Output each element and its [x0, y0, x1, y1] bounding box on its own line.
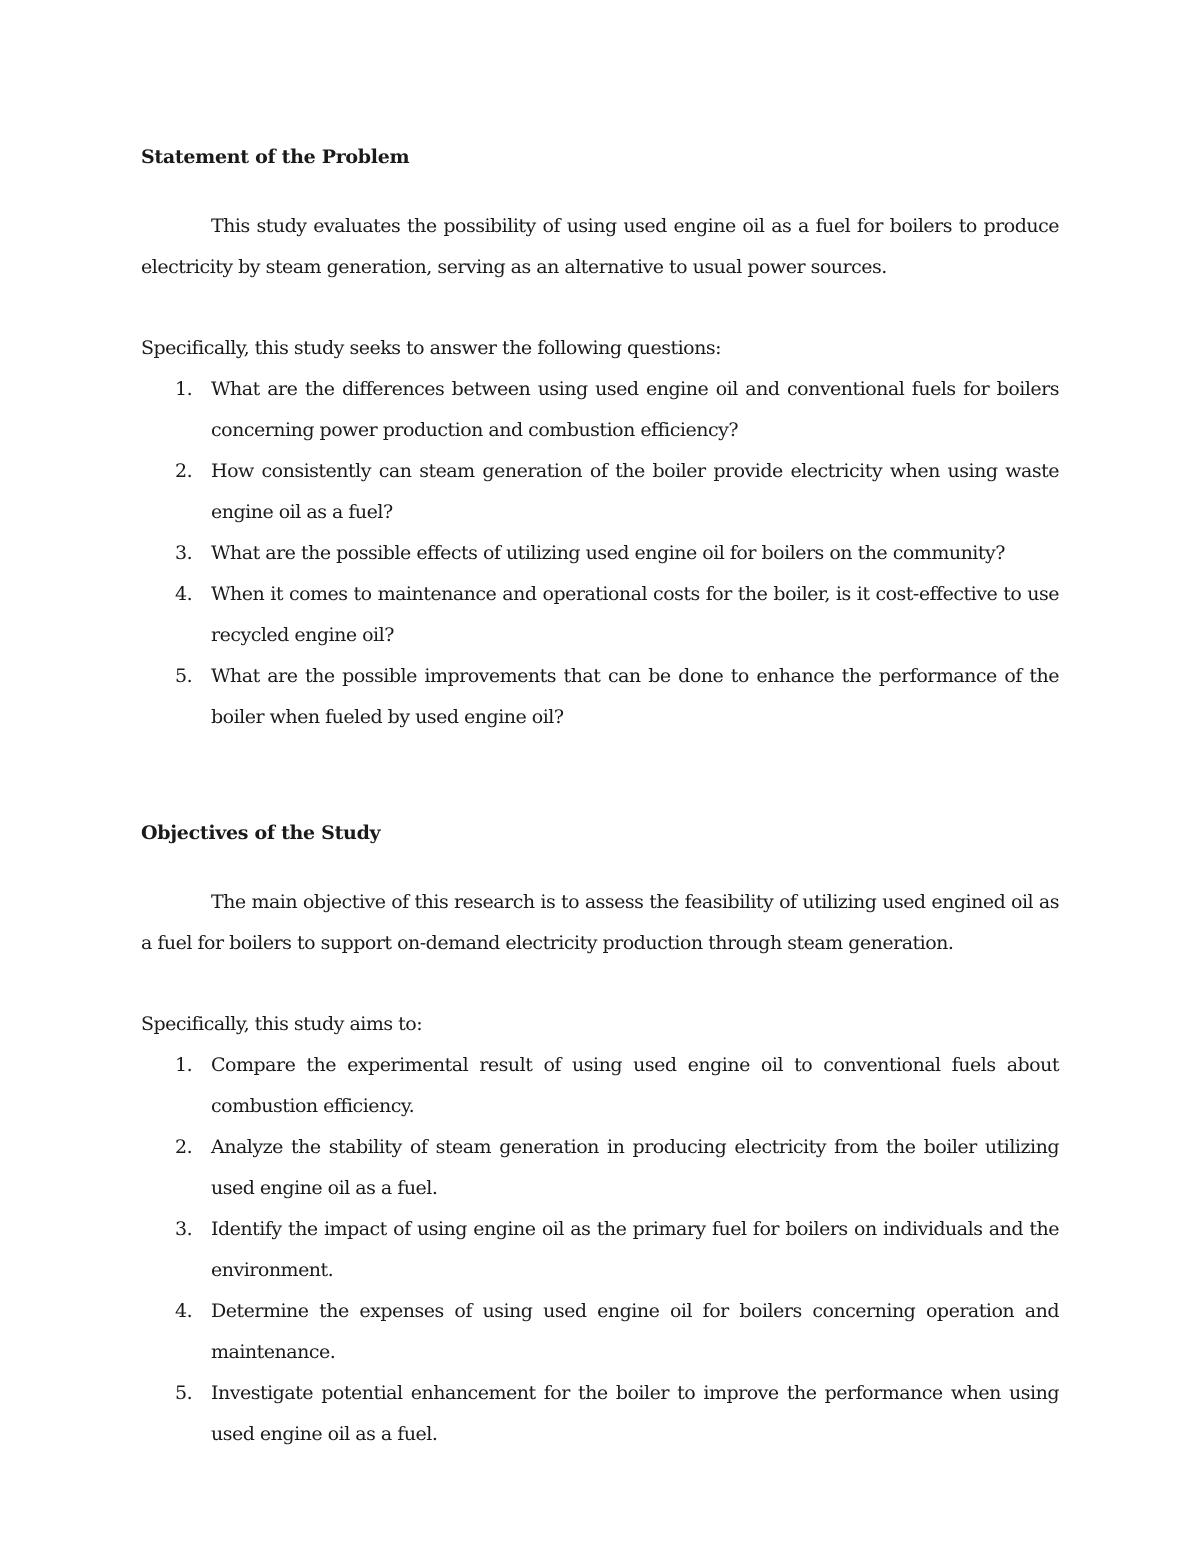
list-item-number: 4.	[175, 583, 193, 605]
list-item-number: 2.	[175, 460, 193, 482]
list-item	[141, 1209, 1059, 1291]
list-item-number: 1.	[175, 378, 193, 400]
list-item-number: 2.	[175, 1136, 193, 1158]
list-item	[141, 656, 1059, 738]
objectives-heading: Objectives of the Study	[141, 822, 381, 844]
list-item	[141, 1045, 1059, 1127]
list-item	[141, 451, 1059, 533]
list-item-text: What are the possible effects of utilizing used engine oil for boilers on the community?	[211, 542, 1005, 564]
problem-lead: Specifically, this study seeks to answer the following questions:	[141, 337, 721, 359]
list-item-text: Determine the expenses of using used engine oil for boilers concerning operation and maintenance.	[211, 1300, 1059, 1363]
list-item-number: 3.	[175, 542, 193, 564]
list-item-text: Compare the experimental result of using used engine oil to conventional fuels about combustion efficiency.	[211, 1054, 1059, 1117]
list-item-number: 4.	[175, 1300, 193, 1322]
list-item	[141, 369, 1059, 451]
list-item-number: 3.	[175, 1218, 193, 1240]
list-item-text: Analyze the stability of steam generation in producing electricity from the boiler utilizing used engine oil as a fuel.	[211, 1136, 1059, 1199]
list-item-number: 5.	[175, 1382, 193, 1404]
list-item-text: How consistently can steam generation of the boiler provide electricity when using waste engine oil as a fuel?	[211, 460, 1059, 523]
problem-question-list	[141, 369, 1059, 738]
problem-heading: Statement of the Problem	[141, 146, 410, 168]
list-item-text: What are the differences between using used engine oil and conventional fuels for boilers concerning power production and combustion efficiency?	[211, 378, 1059, 441]
list-item-text: Identify the impact of using engine oil as the primary fuel for boilers on individuals and the environment.	[211, 1218, 1059, 1281]
list-item	[141, 1127, 1059, 1209]
list-item-number: 5.	[175, 665, 193, 687]
list-item-number: 1.	[175, 1054, 193, 1076]
list-item-text: When it comes to maintenance and operational costs for the boiler, is it cost-effective to use recycled engine oil?	[211, 583, 1059, 646]
list-item	[141, 574, 1059, 656]
list-item	[141, 1291, 1059, 1373]
list-item	[141, 533, 1059, 574]
list-item-text: Investigate potential enhancement for the boiler to improve the performance when using used engine oil as a fuel.	[211, 1382, 1059, 1445]
list-item-text: What are the possible improvements that can be done to enhance the performance of the boiler when fueled by used engine oil?	[211, 665, 1059, 728]
objectives-list	[141, 1045, 1059, 1455]
list-item	[141, 1373, 1059, 1455]
objectives-lead: Specifically, this study aims to:	[141, 1013, 423, 1035]
objectives-intro: The main objective of this research is to assess the feasibility of utilizing used engined oil as a fuel for boilers to support on-demand electricity production through steam generation.	[141, 891, 1059, 954]
document-page	[141, 140, 1059, 1455]
problem-intro: This study evaluates the possibility of using used engine oil as a fuel for boilers to produce electricity by steam generation, serving as an alternative to usual power sources.	[141, 215, 1059, 278]
